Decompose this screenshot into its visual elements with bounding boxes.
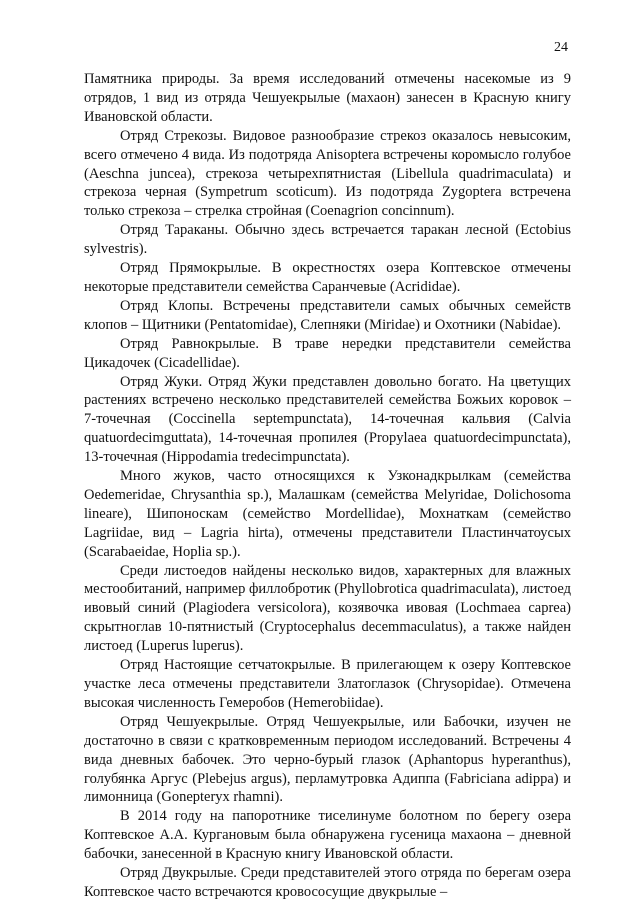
body-text (84, 70, 571, 902)
paragraph: Отряд Равнокрылые. В траве нередки представители семейства Цикадочек (Cicadellidae). (84, 335, 571, 371)
paragraph: Много жуков, часто относящихся к Узконадкрылкам (семейства Oedemeridae, Chrysanthia sp.), Малашкам (семейства Melyridae, Dolichosoma lineare), Шипоноскам (семейство Mordellidae), Мохнаткам (семейство Lagriidae, вид – Lagria hirta), отмечены представители Пластинчатоусых (Scarabaeidae, Hoplia sp.). (84, 468, 571, 560)
paragraph: Отряд Тараканы. Обычно здесь встречается таракан лесной (Ectobius sylvestris). (84, 222, 571, 258)
paragraph: Отряд Настоящие сетчатокрылые. В прилегающем к озеру Коптевское участке леса отмечены представители Златоглазок (Chrysopidae). Отмечена высокая численность Гемеробов (Hemerobiidae). (84, 657, 571, 711)
paragraph: Отряд Двукрылые. Среди представителей этого отряда по берегам озера Коптевское часто встречаются кровососущие двукрылые – (84, 865, 571, 900)
paragraph: Памятника природы. За время исследований отмечены насекомые из 9 отрядов, 1 вид из отряда Чешуекрылые (махаон) занесен в Красную книгу Ивановской области. (84, 71, 571, 125)
paragraph: Отряд Прямокрылые. В окрестностях озера Коптевское отмечены некоторые представители семейства Саранчевые (Acrididae). (84, 260, 571, 295)
paragraph: Отряд Стрекозы. Видовое разнообразие стрекоз оказалось невысоким, всего отмечено 4 вида. Из подотряда Anisoptera встречены коромысло голубое (Aeschna juncea), стрекоза четырехпятнистая (Libellula quadrimaculata) и стрекоза черная (Sympetrum scoticum). Из подотряда Zygoptera встречена только стрекоза – стрелка стройная (Coenagrion concinnum). (84, 127, 571, 220)
paragraph: Отряд Чешуекрылые. Отряд Чешуекрылые, или Бабочки, изучен не достаточно в связи с кратковременным периодом исследований. Встречены 4 вида дневных бабочек. Это черно-бурый глазок (Aphantopus hyperanthus), голубянка Аргус (Plebejus argus), перламутровка Адиппа (Fabriciana adippa) и лимонница (Gonepteryx rhamni). (84, 713, 571, 806)
paragraph: Отряд Клопы. Встречены представители самых обычных семейств клопов – Щитники (Pentatomidae), Слепняки (Miridae) и Охотники (Nabidae). (84, 297, 571, 333)
paragraph: Отряд Жуки. Отряд Жуки представлен довольно богато. На цветущих растениях встречено несколько представителей семейства Божьих коровок – 7-точечная (Coccinella septempunctata), 14-точечная кальвия (Calvia quatuordecimguttata), 14-точечная пропилея (Propylaea quatuordecimpunctata), 13-точечная (Hippodamia tredecimpunctata). (84, 373, 571, 466)
page-number: 24 (554, 40, 568, 55)
paragraph: В 2014 году на папоротнике тиселинуме болотном по берегу озера Коптевское А.А. Кургановым была обнаружена гусеница махаона – дневной бабочки, занесенной в Красную книгу Ивановской области. (84, 808, 571, 863)
paragraph: Среди листоедов найдены несколько видов, характерных для влажных местообитаний, например филлобротик (Phyllobrotica quadrimaculata), листоед ивовый синий (Plagiodera versicolora), козявочка ивовая (Lochmaea caprea) скрытноглав 10-пятнистый (Cryptocephalus decemmaculatus), а также найден листоед (Luperus luperus). (84, 562, 571, 655)
